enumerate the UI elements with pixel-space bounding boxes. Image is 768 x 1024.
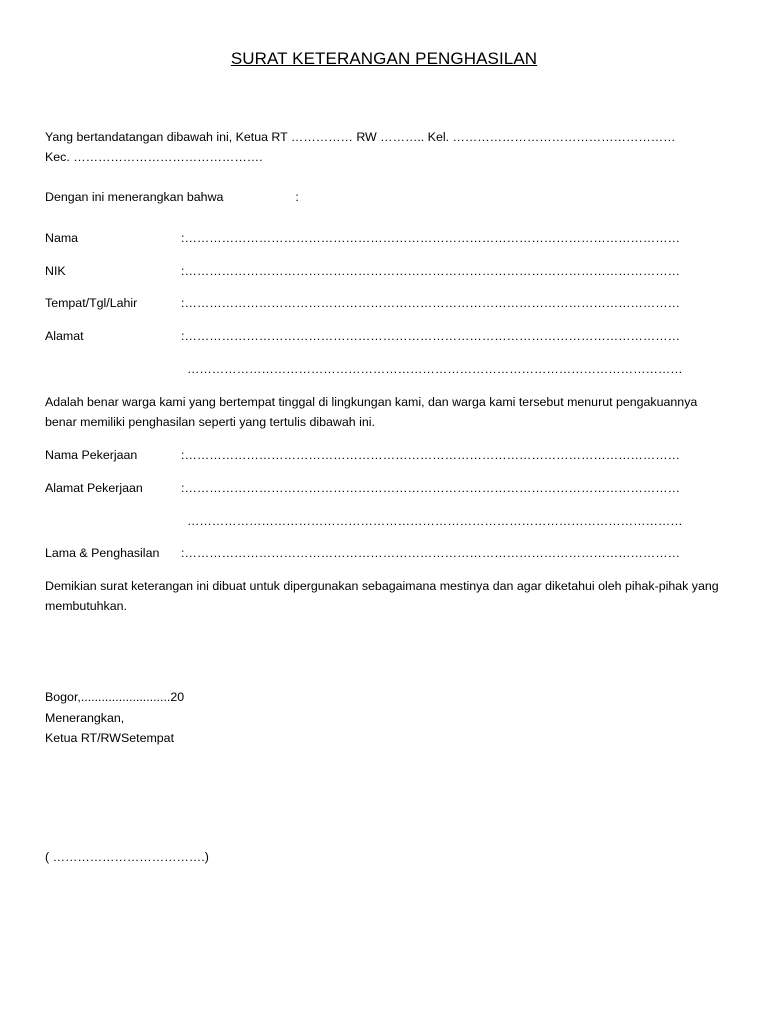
- field-value: :…………………………………………………………………………………………………………: [181, 296, 681, 310]
- menerangkan-label: Menerangkan,: [45, 711, 125, 725]
- field-label: Nama: [45, 231, 79, 245]
- declaration-colon: :: [295, 190, 299, 204]
- signer-title: Ketua RT/RWSetempat: [45, 731, 175, 745]
- field-value: :…………………………………………………………………………………………………………: [181, 329, 681, 343]
- field-nik: [45, 263, 725, 279]
- statement-paragraph: Adalah benar warga kami yang bertempat tinggal di lingkungan kami, dan warga kami tersebut menurut pengakuannya benar memiliki penghasilan seperti yang tertulis dibawah ini.: [45, 395, 698, 429]
- field-value: :…………………………………………………………………………………………………………: [181, 231, 681, 245]
- field-label: Alamat Pekerjaan: [45, 481, 143, 495]
- declaration-line: [45, 189, 299, 205]
- closing-paragraph: Demikian surat keterangan ini dibuat untuk dipergunakan sebagaimana mestinya dan agar diketahui oleh pihak-pihak yang membutuhkan.: [45, 579, 719, 613]
- field-nama: [45, 230, 725, 246]
- field-value: :…………………………………………………………………………………………………………: [181, 546, 681, 560]
- field-lama-penghasilan: [45, 545, 725, 561]
- field-label: Tempat/Tgl/Lahir: [45, 296, 138, 310]
- field-alamat: [45, 328, 725, 344]
- field-value: :…………………………………………………………………………………………………………: [181, 448, 681, 462]
- field-label: Alamat: [45, 329, 84, 343]
- field-alamat-continuation: …………………………………………………………………………………………………………: [187, 362, 683, 376]
- field-value: :…………………………………………………………………………………………………………: [181, 264, 681, 278]
- field-nama-pekerjaan: [45, 447, 725, 463]
- declaration-label: Dengan ini menerangkan bahwa: [45, 190, 224, 204]
- field-label: Nama Pekerjaan: [45, 448, 138, 462]
- field-label: Lama & Penghasilan: [45, 546, 160, 560]
- field-alamat-pekerjaan: [45, 480, 725, 496]
- field-value: :…………………………………………………………………………………………………………: [181, 481, 681, 495]
- intro-line-1: Yang bertandatangan dibawah ini, Ketua RT …………… RW ……….. Kel. ………………………………………………: [45, 130, 676, 144]
- signature-line: ( ……………………………….): [45, 850, 209, 864]
- field-tempat-tgl-lahir: [45, 295, 725, 311]
- document-title: SURAT KETERANGAN PENGHASILAN: [230, 49, 538, 68]
- intro-line-2: Kec. ……………………………………….: [45, 150, 263, 164]
- place-date: Bogor,..........................20: [45, 690, 185, 704]
- field-alamat-pekerjaan-continuation: …………………………………………………………………………………………………………: [187, 514, 683, 528]
- field-label: NIK: [45, 264, 66, 278]
